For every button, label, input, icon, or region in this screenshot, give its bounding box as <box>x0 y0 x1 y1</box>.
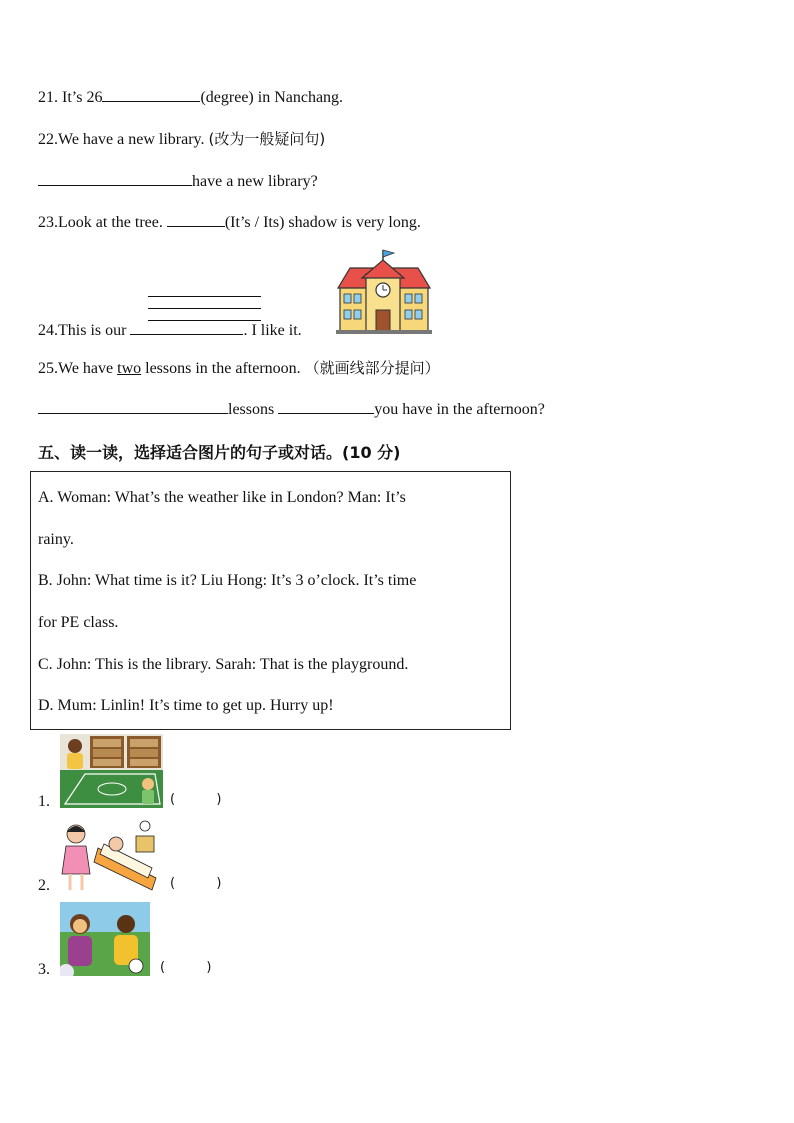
option-a-line-1: A. Woman: What’s the weather like in London? Man: It’s <box>38 489 406 506</box>
library-playground-picture <box>60 734 163 808</box>
option-d: D. Mum: Linlin! It’s time to get up. Hurry up! <box>38 697 334 714</box>
item-1-answer-paren[interactable]: ( ) <box>170 792 222 807</box>
q22-answer-tail: have a new library? <box>192 173 318 190</box>
q22-blank[interactable] <box>38 171 192 186</box>
question-21 <box>38 87 343 108</box>
q23-prefix: 23.Look at the tree. <box>38 214 163 231</box>
q21-suffix: (degree) in Nanchang. <box>200 89 344 106</box>
q22-instruction: (改为一般疑问句) <box>208 130 326 148</box>
q22-text: 22.We have a new library. <box>38 131 205 148</box>
q24-prefix: 24.This is our <box>38 322 127 339</box>
question-23 <box>38 212 421 233</box>
item-3-answer-paren[interactable]: ( ) <box>160 960 212 975</box>
option-a-line-2: rainy. <box>38 531 74 548</box>
q24-suffix: . I like it. <box>243 322 302 339</box>
question-24 <box>38 320 302 341</box>
children-outdoors-picture <box>60 902 150 976</box>
question-22 <box>38 129 325 150</box>
q23-suffix: (It’s / Its) shadow is very long. <box>224 214 421 231</box>
item-2-number: 2. <box>38 877 50 894</box>
q25-prefix: 25.We have <box>38 360 118 377</box>
q21-blank[interactable] <box>102 87 200 102</box>
options-box <box>30 471 511 730</box>
section-5-heading: 五、读一读，选择适合图片的句子或对话。(10 分) <box>38 443 401 462</box>
mum-wakes-child-picture <box>60 818 160 892</box>
school-building-icon <box>336 246 432 336</box>
q25-tail: you have in the afternoon? <box>374 401 545 418</box>
question-25 <box>38 358 440 379</box>
option-b-line-1: B. John: What time is it? Liu Hong: It’s 3 o’clock. It’s time <box>38 572 417 589</box>
q22-answer-line <box>38 171 318 192</box>
item-1-number: 1. <box>38 793 50 810</box>
item-2-answer-paren[interactable]: ( ) <box>170 876 222 891</box>
q25-blank-2[interactable] <box>278 399 374 414</box>
q23-blank[interactable] <box>167 212 225 227</box>
option-c: C. John: This is the library. Sarah: That is the playground. <box>38 656 409 673</box>
q24-blank[interactable] <box>130 320 243 335</box>
q24-writing-line[interactable] <box>148 308 261 309</box>
q25-answer-line <box>38 399 545 420</box>
q25-instruction: （就画线部分提问） <box>304 359 440 377</box>
q24-writing-line[interactable] <box>148 296 261 297</box>
q25-underlined-word: two <box>117 360 142 377</box>
q21-prefix: 21. It’s 26 <box>38 89 103 106</box>
q25-blank-1[interactable] <box>38 399 228 414</box>
item-3-number: 3. <box>38 961 50 978</box>
q25-mid: lessons <box>228 401 275 418</box>
q25-suffix: lessons in the afternoon. <box>141 360 301 377</box>
option-b-line-2: for PE class. <box>38 614 119 631</box>
